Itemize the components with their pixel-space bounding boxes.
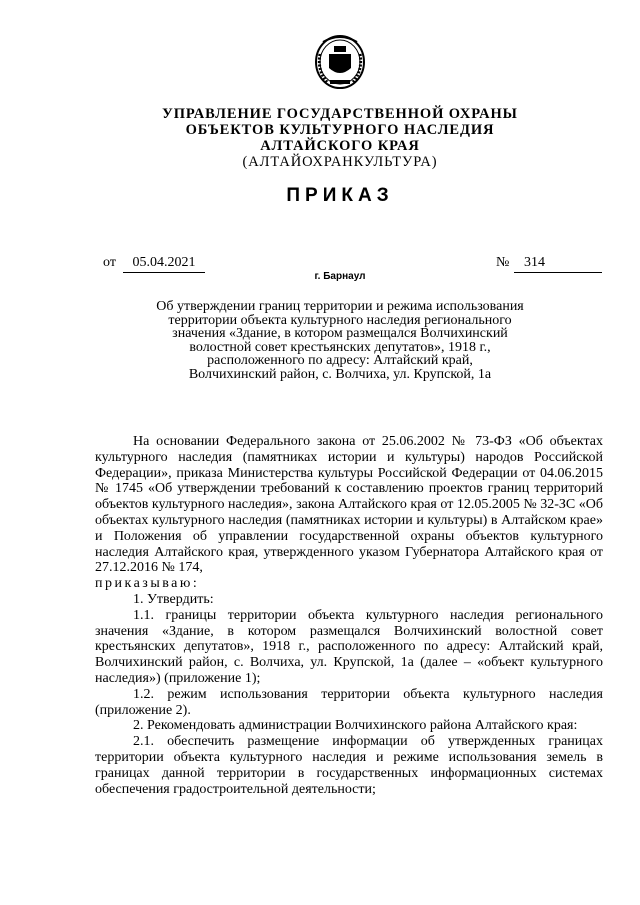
subject-line: Волчихинский район, с. Волчиха, ул. Крупской, 1а [188, 366, 492, 382]
city-name: г. Барнаул [314, 271, 366, 282]
subject-line: территории объекта культурного наследия регионального [168, 312, 512, 328]
coat-of-arms-emblem [313, 32, 367, 90]
subject-line: Об утверждении границ территории и режима использования [156, 299, 524, 314]
subject-line: расположенного по адресу: Алтайский край, [207, 353, 473, 368]
item-2: 2. Рекомендовать администрации Волчихинского района Алтайского края: [133, 718, 578, 734]
document-date: 05.04.2021 [123, 254, 205, 273]
number-label: № [496, 255, 510, 270]
item-1: 1. Утвердить: [133, 591, 214, 607]
subject-line: волостной совет крестьянских депутатов», 1918 г., [189, 339, 491, 355]
item-1-2: 1.2. режим использования территории объекта культурного наследия (приложение 2). [95, 686, 603, 718]
org-line: АЛТАЙСКОГО КРАЯ [260, 138, 420, 154]
org-short-name: (АЛТАЙОХРАНКУЛЬТУРА) [242, 154, 438, 170]
document-body [95, 434, 603, 797]
document-type-title: ПРИКАЗ [286, 185, 394, 206]
subject-line: значения «Здание, в котором размещался Волчихинский [172, 326, 508, 341]
item-1-1: 1.1. границы территории объекта культурного наследия регионального значения «Здание, в котором размещался Волчихинский волостной совет крестьянских депутатов», 1918 г., расположенного по адресу: Алтайский край, Волчихинский район, с. Волчиха, ул. Крупской, 1а (далее – «объект культурного наследия») (приложение 1); [95, 607, 603, 686]
org-line: ОБЪЕКТОВ КУЛЬТУРНОГО НАСЛЕДИЯ [185, 122, 495, 138]
preamble-paragraph: На основании Федерального закона от 25.06.2002 № 73-ФЗ «Об объектах культурного наследия (памятниках истории и культуры) народов Российской Федерации», приказа Министерства культуры Российской Федерации от 04.06.2015 № 1745 «Об утверждении требований к составлению проектов границ территорий объектов культурного наследия», закона Алтайского края от 12.05.2005 № 32-ЗС «Об объектах культурного наследия (памятниках истории и культуры) в Алтайском крае» и Положения об управлении государственной охраны объектов культурного наследия Алтайского края, утвержденного указом Губернатора Алтайского края от 27.12.2016 № 174, [95, 434, 603, 576]
document-subject [140, 300, 540, 381]
date-label: от [103, 255, 116, 270]
org-line: УПРАВЛЕНИЕ ГОСУДАРСТВЕННОЙ ОХРАНЫ [162, 106, 518, 122]
item-2-1: 2.1. обеспечить размещение информации об утвержденных границах территории объекта культурного наследия и режиме использования земель в границах данной территории в государственных информационных системах обеспечения градостроительной деятельности; [95, 734, 603, 797]
order-word: приказываю: [95, 576, 200, 592]
document-number: 314 [514, 254, 602, 273]
organization-name [0, 106, 640, 170]
